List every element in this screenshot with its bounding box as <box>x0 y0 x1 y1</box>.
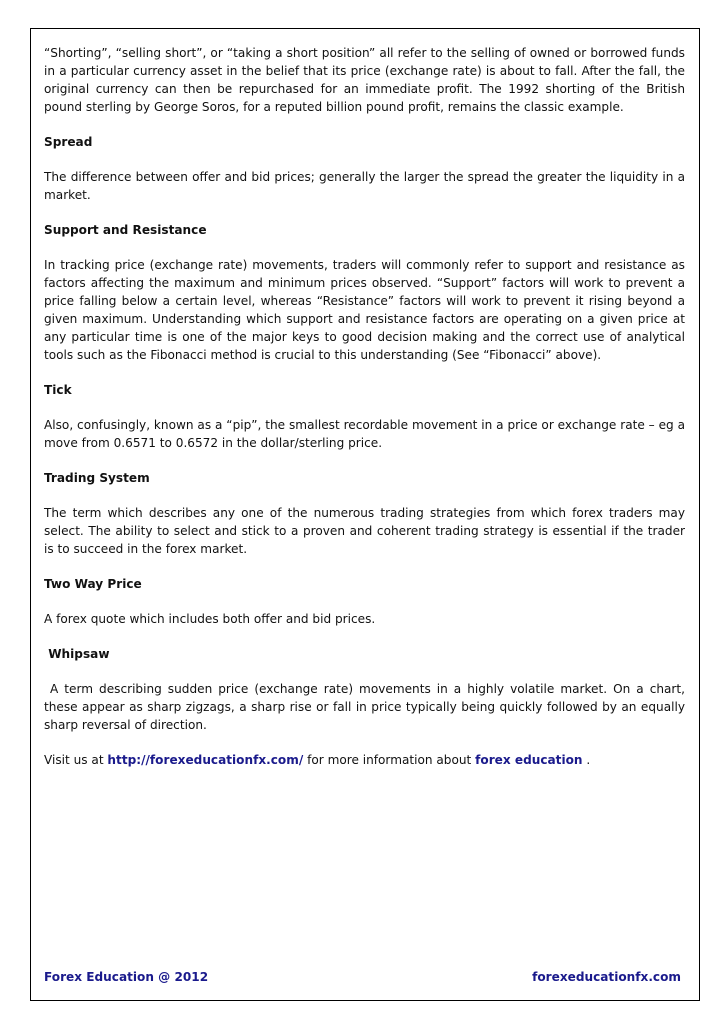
site-url-link[interactable]: http://forexeducationfx.com/ <box>107 753 304 767</box>
heading-support-resistance: Support and Resistance <box>44 223 207 237</box>
footer-copyright: Forex Education @ 2012 <box>44 970 209 984</box>
forex-education-link[interactable]: forex education <box>475 753 583 767</box>
footer-site: forexeducationfx.com <box>532 970 681 984</box>
visit-suffix: . <box>582 753 591 767</box>
heading-whipsaw: Whipsaw <box>44 647 110 661</box>
visit-line <box>44 751 685 769</box>
visit-middle: for more information about <box>303 753 476 767</box>
heading-two-way-price: Two Way Price <box>44 577 142 591</box>
heading-trading-system: Trading System <box>44 471 150 485</box>
paragraph-support-resistance: In tracking price (exchange rate) movements, traders will commonly refer to support and resistance as factors affecting the maximum and minimum prices observed. “Support” factors will work to prevent a price falling below a certain level, whereas “Resistance” factors will work to prevent it rising beyond a given maximum. Understanding which support and resistance factors are operating on a given price at any particular time is one of the major keys to good decision making and the correct use of analytical tools such as the Fibonacci method is crucial to this understanding (See “Fibonacci” above). <box>44 258 685 362</box>
heading-spread: Spread <box>44 135 93 149</box>
intro-paragraph: “Shorting”, “selling short”, or “taking a short position” all refer to the selling of owned or borrowed funds in a particular currency asset in the belief that its price (exchange rate) is about to fall. After the fall, the original currency can then be repurchased for an immediate profit. The 1992 shorting of the British pound sterling by George Soros, for a reputed billion pound profit, remains the classic example. <box>44 46 685 114</box>
paragraph-whipsaw: A term describing sudden price (exchange rate) movements in a highly volatile market. On a chart, these appear as sharp zigzags, a sharp rise or fall in price typically being quickly followed by an equally sharp reversal of direction. <box>44 682 689 732</box>
paragraph-tick: Also, confusingly, known as a “pip”, the smallest recordable movement in a price or exchange rate – eg a move from 0.6571 to 0.6572 in the dollar/sterling price. <box>44 418 685 450</box>
visit-prefix: Visit us at <box>44 753 108 767</box>
heading-tick: Tick <box>44 383 72 397</box>
paragraph-spread: The difference between offer and bid prices; generally the larger the spread the greater the liquidity in a market. <box>44 170 685 202</box>
paragraph-two-way-price: A forex quote which includes both offer and bid prices. <box>44 612 376 626</box>
paragraph-trading-system: The term which describes any one of the numerous trading strategies from which forex traders may select. The ability to select and stick to a proven and coherent trading strategy is essential if the trader is to succeed in the forex market. <box>44 506 685 556</box>
document-body <box>44 44 689 786</box>
